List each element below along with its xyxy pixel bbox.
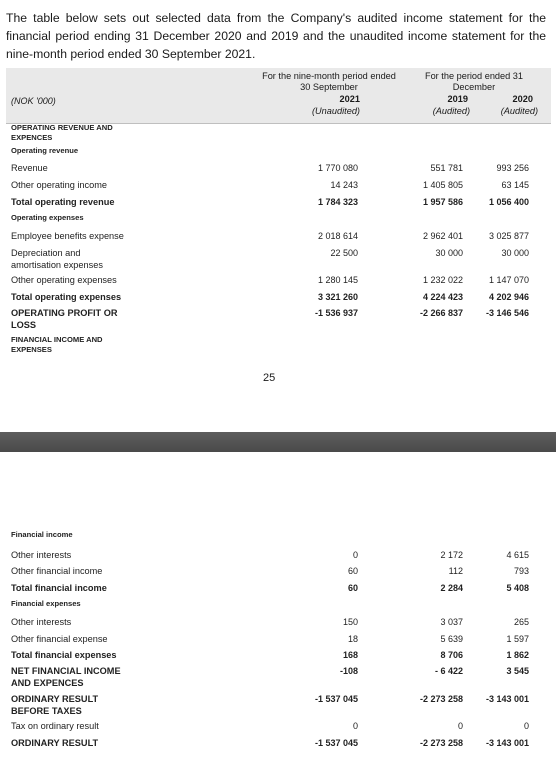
col1-header-line1: For the nine-month period ended xyxy=(262,71,396,81)
table-row xyxy=(0,665,556,688)
row-value-col3: 1 862 xyxy=(506,650,529,660)
table-row xyxy=(0,196,556,210)
row-label: Other financial expense xyxy=(11,634,108,644)
row-label: Other financial income xyxy=(11,566,103,576)
document-page-bottom xyxy=(0,452,556,761)
table-row xyxy=(0,549,556,563)
row-value-col2: -2 273 258 xyxy=(419,738,463,748)
col3-status: (Audited) xyxy=(500,106,538,116)
row-value-col2: 2 284 xyxy=(440,583,463,593)
row-value-col2: 1 405 805 xyxy=(422,180,463,190)
row-value-col3: 1 147 070 xyxy=(488,275,529,285)
row-value-col1: 2 018 614 xyxy=(317,231,358,241)
row-value-col2: 8 706 xyxy=(440,650,463,660)
row-value-col3: 793 xyxy=(513,566,529,576)
row-value-col3: -3 143 001 xyxy=(485,694,529,704)
row-value-col1: -108 xyxy=(339,666,358,676)
row-value-col2: 1 957 586 xyxy=(422,197,463,207)
col1-year: 2021 xyxy=(339,94,360,104)
row-value-col3: 993 256 xyxy=(496,163,529,173)
row-value-col2: -2 273 258 xyxy=(419,694,463,704)
row-label: Other interests xyxy=(11,550,72,560)
row-value-col1: 1 280 145 xyxy=(317,275,358,285)
row-value-col1: 1 784 323 xyxy=(317,197,358,207)
row-value-col1: 22 500 xyxy=(330,248,358,258)
row-value-col2: 5 639 xyxy=(440,634,463,644)
row-value-col1: 150 xyxy=(342,617,358,627)
unit-label: (NOK '000) xyxy=(11,96,56,106)
col2-status: (Audited) xyxy=(432,106,470,116)
row-label: Total operating expenses xyxy=(11,292,122,302)
row-value-col2: 112 xyxy=(448,566,463,576)
row-value-col1: 168 xyxy=(342,650,358,660)
col23-header-line1: For the period ended 31 xyxy=(424,71,524,81)
row-value-col3: 3 545 xyxy=(506,666,529,676)
table-row xyxy=(0,335,556,354)
table-row xyxy=(0,247,556,270)
row-label: Operating revenue xyxy=(11,146,79,155)
col2-year: 2019 xyxy=(447,94,468,104)
row-value-col3: 1 056 400 xyxy=(488,197,529,207)
table-row xyxy=(0,179,556,193)
row-value-col3: -3 143 001 xyxy=(485,738,529,748)
row-value-col3: 63 145 xyxy=(501,180,529,190)
table-row xyxy=(0,720,556,734)
row-label: Employee benefits expense xyxy=(11,231,124,241)
row-value-col1: -1 537 045 xyxy=(314,694,358,704)
row-value-col1: 0 xyxy=(352,550,358,560)
row-value-col3: 1 597 xyxy=(506,634,529,644)
row-value-col1: -1 537 045 xyxy=(314,738,358,748)
row-value-col2: 30 000 xyxy=(435,248,463,258)
row-value-col3: 0 xyxy=(523,721,529,731)
table-row xyxy=(0,565,556,579)
col3-year: 2020 xyxy=(512,94,533,104)
row-value-col1: 0 xyxy=(352,721,358,731)
table-header xyxy=(6,68,551,124)
row-value-col3: -3 146 546 xyxy=(485,308,529,318)
table-row xyxy=(0,123,556,142)
row-label: ORDINARY RESULT xyxy=(11,738,99,748)
col1-header-line2: 30 September xyxy=(300,82,358,92)
col23-header-line2: December xyxy=(452,82,496,92)
row-value-col3: 265 xyxy=(513,617,529,627)
row-value-col2: 2 962 401 xyxy=(422,231,463,241)
row-value-col1: 1 770 080 xyxy=(317,163,358,173)
row-value-col3: 30 000 xyxy=(501,248,529,258)
table-row xyxy=(0,582,556,596)
table-row xyxy=(0,162,556,176)
row-value-col1: 60 xyxy=(347,566,358,576)
table-row xyxy=(0,291,556,305)
row-label: Financial income xyxy=(11,530,73,539)
page-break-divider xyxy=(0,432,556,452)
row-value-col1: 60 xyxy=(347,583,358,593)
table-row xyxy=(0,274,556,288)
row-label: Total financial expenses xyxy=(11,650,117,660)
table-row xyxy=(0,649,556,663)
table-row xyxy=(0,633,556,647)
row-label: Total financial income xyxy=(11,583,107,593)
table-row xyxy=(0,213,556,227)
row-label: Financial expenses xyxy=(11,599,81,608)
row-value-col3: 4 615 xyxy=(506,550,529,560)
row-value-col2: 2 172 xyxy=(440,550,463,560)
row-label: Total operating revenue xyxy=(11,197,115,207)
table-row xyxy=(0,616,556,630)
row-label: Revenue xyxy=(11,163,48,173)
table-row xyxy=(0,530,556,544)
row-label: OPERATING REVENUE AND EXPENCES xyxy=(11,123,113,142)
row-value-col2: - 6 422 xyxy=(434,666,463,676)
row-label: Operating expenses xyxy=(11,213,84,222)
page-number: 25 xyxy=(263,372,276,384)
row-value-col2: 0 xyxy=(457,721,463,731)
row-value-col2: 3 037 xyxy=(440,617,463,627)
row-label: OPERATING PROFIT OR LOSS xyxy=(11,308,118,330)
row-label: ORDINARY RESULT BEFORE TAXES xyxy=(11,694,99,716)
table-row xyxy=(0,737,556,751)
row-label: Depreciation and amortisation expenses xyxy=(11,248,103,270)
row-label: FINANCIAL INCOME AND EXPENSES xyxy=(11,335,103,354)
row-label: Other operating income xyxy=(11,180,108,190)
row-value-col1: 14 243 xyxy=(330,180,358,190)
row-value-col3: 5 408 xyxy=(506,583,529,593)
intro-paragraph: The table below sets out selected data from the Company's audited income statement for the financial period ending 31 December 2020 and 2019 and the unaudited income statement for the nine-month period ended 30 September 2021. xyxy=(6,11,546,61)
row-label: Tax on ordinary result xyxy=(11,721,99,731)
col1-status: (Unaudited) xyxy=(311,106,360,116)
table-row xyxy=(0,307,556,330)
table-row xyxy=(0,230,556,244)
row-value-col2: 1 232 022 xyxy=(422,275,463,285)
row-label: NET FINANCIAL INCOME AND EXPENCES xyxy=(11,666,121,688)
row-label: Other operating expenses xyxy=(11,275,117,285)
table-row xyxy=(0,693,556,716)
row-value-col1: -1 536 937 xyxy=(314,308,358,318)
row-value-col2: 551 781 xyxy=(430,163,463,173)
row-label: Other interests xyxy=(11,617,72,627)
row-value-col3: 4 202 946 xyxy=(488,292,529,302)
row-value-col3: 3 025 877 xyxy=(488,231,529,241)
row-value-col2: -2 266 837 xyxy=(419,308,463,318)
table-row xyxy=(0,146,556,160)
table-row xyxy=(0,599,556,613)
row-value-col1: 3 321 260 xyxy=(317,292,358,302)
row-value-col2: 4 224 423 xyxy=(422,292,463,302)
row-value-col1: 18 xyxy=(347,634,358,644)
